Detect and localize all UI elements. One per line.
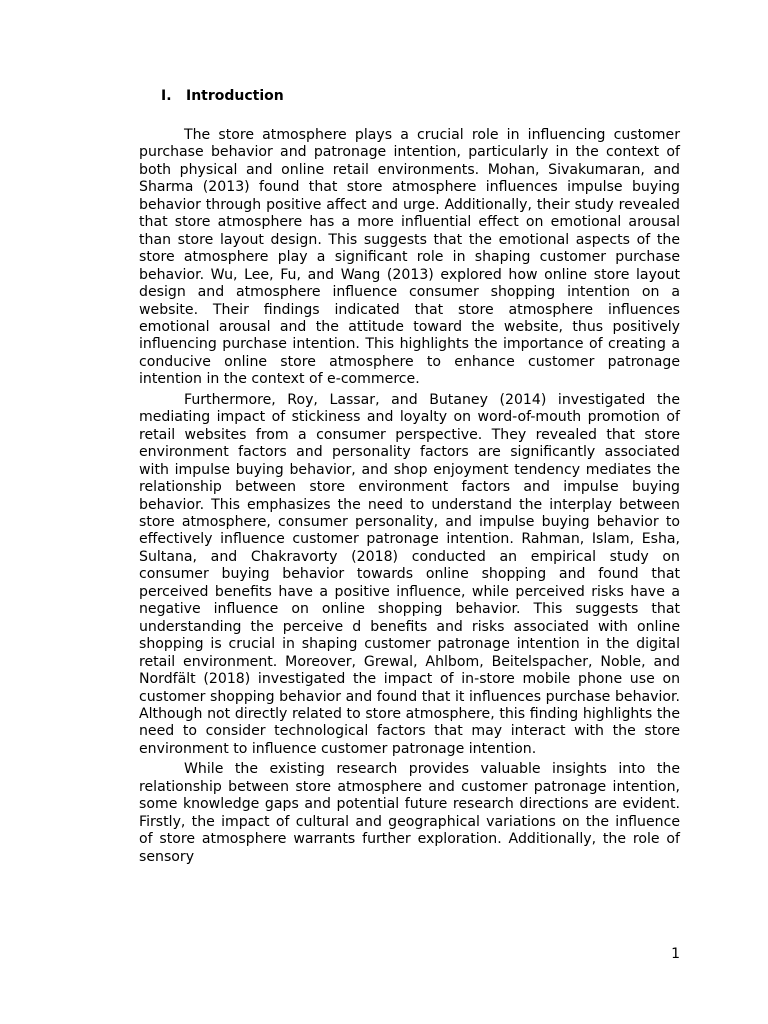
paragraph-3: While the existing research provides valuable insights into the relationship between store atmosphere and customer patronage intention, some knowledge gaps and potential future research directions are evident. Firstly, the impact of cultural and geographical variations on the influence of store atmosphere warrants further exploration. Additionally, the role of sensory (139, 761, 680, 865)
page-number: 1 (671, 946, 680, 962)
section-number: I. (161, 88, 172, 104)
body-text (139, 127, 680, 869)
paragraph-1: The store atmosphere plays a crucial role in influencing customer purchase behavior and patronage intention, particularly in the context of both physical and online retail environments. Mohan, Sivakumaran, and Sharma (2013) found that store atmosphere influences impulse buying behavior through positive affect and urge. Additionally, their study revealed that store atmosphere has a more influential effect on emotional arousal than store layout design. This suggests that the emotional aspects of the store atmosphere play a significant role in shaping customer purchase behavior. Wu, Lee, Fu, and Wang (2013) explored how online store layout design and atmosphere influence consumer shopping intention on a website. Their findings indicated that store atmosphere influences emotional arousal and the attitude toward the website, thus positively influencing purchase intention. This highlights the importance of creating a conducive online store atmosphere to enhance customer patronage intention in the context of e-commerce. (139, 127, 680, 388)
section-title: Introduction (186, 88, 284, 104)
paragraph-2: Furthermore, Roy, Lassar, and Butaney (2014) investigated the mediating impact of stickiness and loyalty on word-of-mouth promotion of retail websites from a consumer perspective. They revealed that store environment factors and personality factors are significantly associated with impulse buying behavior, and shop enjoyment tendency mediates the relationship between store environment factors and impulse buying behavior. This emphasizes the need to understand the interplay between store atmosphere, consumer personality, and impulse buying behavior to effectively influence customer patronage intention. Rahman, Islam, Esha, Sultana, and Chakravorty (2018) conducted an empirical study on consumer buying behavior towards online shopping and found that perceived benefits have a positive influence, while perceived risks have a negative influence on online shopping behavior. This suggests that understanding the perceive d benefits and risks associated with online shopping is crucial in shaping customer patronage intention in the digital retail environment. Moreover, Grewal, Ahlbom, Beitelspacher, Noble, and Nordfält (2018) investigated the impact of in-store mobile phone use on customer shopping behavior and found that it influences purchase behavior. Although not directly related to store atmosphere, this finding highlights the need to consider technological factors that may interact with the store environment to influence customer patronage intention. (139, 391, 680, 757)
section-heading (161, 87, 284, 105)
